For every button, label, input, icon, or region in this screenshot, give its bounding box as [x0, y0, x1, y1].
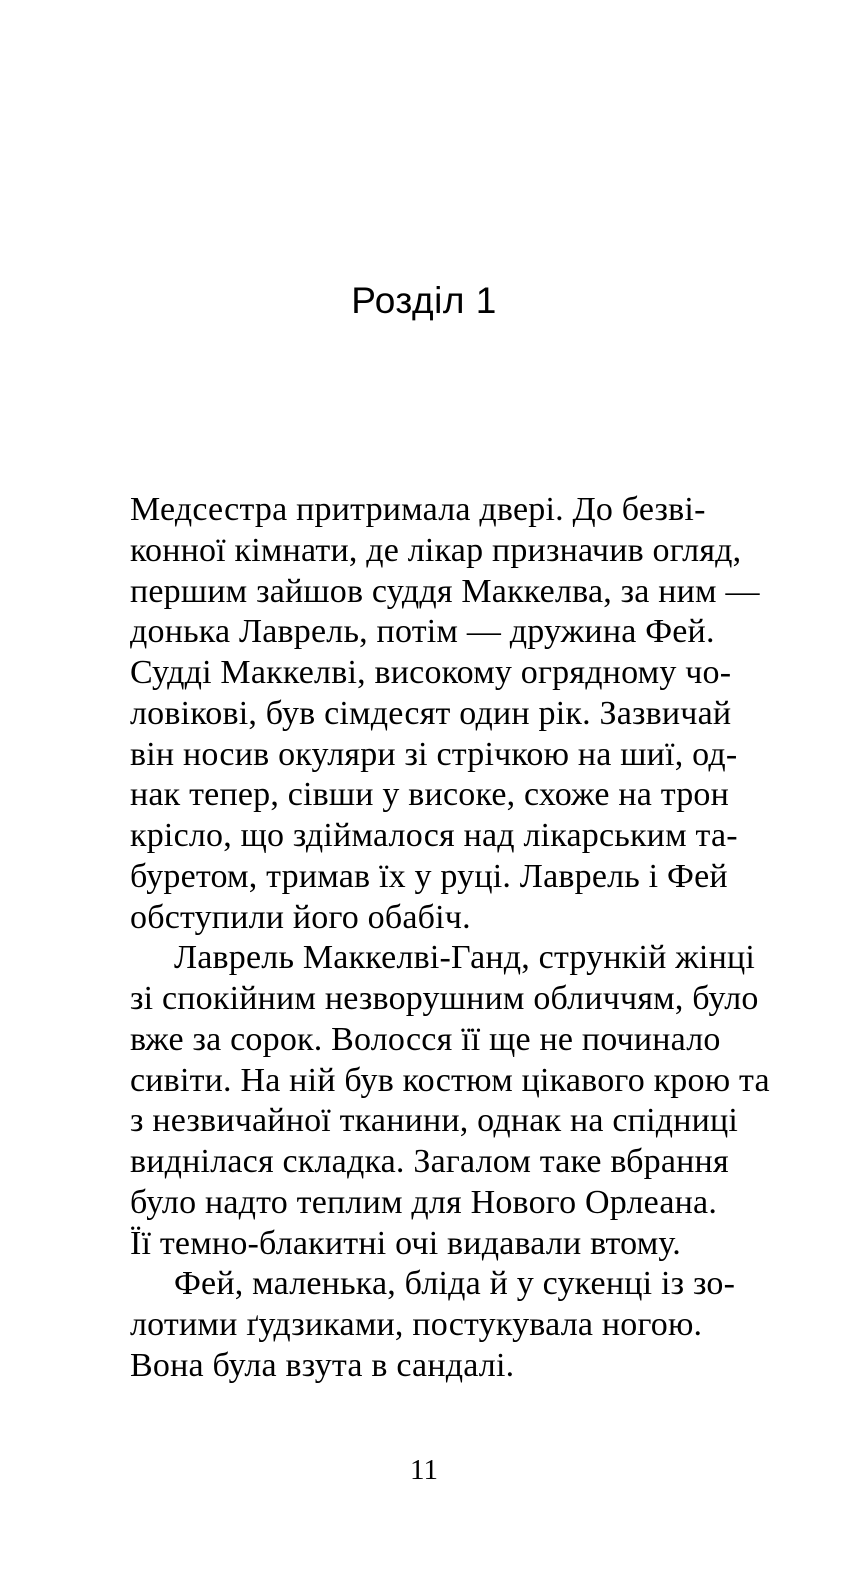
text-line: першим зайшов суддя Маккелва, за ним —	[130, 572, 760, 610]
text-line: він носив окуляри зі стрічкою на шиї, од-	[130, 735, 738, 773]
text-line: Її темно-блакитні очі видавали втому.	[130, 1224, 681, 1262]
text-line: було надто теплим для Нового Орлеана.	[130, 1183, 718, 1221]
text-line: буретом, тримав їх у руці. Лаврель і Фей	[130, 857, 728, 895]
text-line: нак тепер, сівши у високе, схоже на трон	[130, 776, 729, 814]
text-line: зі спокійним незворушним обличчям, було	[130, 980, 759, 1017]
body-text	[130, 490, 770, 1387]
page-number: 11	[410, 1454, 438, 1486]
text-line: обступили його обабіч.	[130, 898, 471, 936]
text-line: конної кімнати, де лікар призначив огляд,	[130, 531, 742, 569]
text-line: Судді Маккелві, високому огрядному чо-	[130, 654, 732, 691]
text-line: з незвичайної тканини, однак на спідниці	[130, 1102, 739, 1140]
text-line: виднілася складка. Загалом таке вбрання	[130, 1143, 729, 1180]
text-line: Лаврель Маккелві-Ганд, стрункій жінці	[174, 939, 756, 977]
paragraph	[130, 1264, 744, 1386]
paragraph	[130, 490, 760, 938]
text-line: донька Лаврель, потім — дружина Фей.	[130, 613, 715, 651]
chapter-heading: Розділ 1	[351, 280, 497, 321]
text-line: Медсестра притримала двері. До безві-	[130, 491, 706, 528]
text-line: вже за сорок. Волосся її ще не починало	[130, 1020, 721, 1058]
text-line: крісло, що здіймалося над лікарським та-	[130, 817, 738, 854]
paragraph	[130, 938, 770, 1264]
text-line: Фей, маленька, бліда й у сукенці із зо-	[174, 1265, 736, 1303]
text-line: ловікові, був сімдесят один рік. Зазвичай	[130, 694, 732, 732]
text-line: лотими ґудзиками, постукувала ногою.	[130, 1306, 703, 1343]
text-line: Вона була взута в сандалі.	[130, 1346, 515, 1384]
text-line: сивіти. На ній був костюм цікавого крою та	[130, 1061, 770, 1099]
